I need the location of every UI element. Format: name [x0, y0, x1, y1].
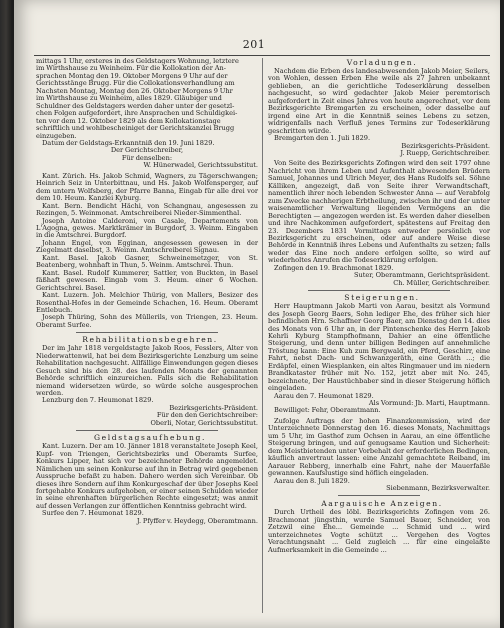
- text-line: Schuldner des Geldstagers werden daher unter der gesetzl-: [36, 101, 235, 110]
- section-rule: [338, 495, 420, 496]
- section-rule: [76, 332, 218, 333]
- signature-line: J. Pfyffer v. Heydegg, Oberamtmann.: [136, 516, 258, 525]
- date-line: Surfee den 7. Heumonat 1829.: [42, 509, 144, 518]
- notice-paragraph: Von Seite des Bezirksgerichts Zofingen wird den seit 1797 ohne Nachricht von ihrem Leben und Aufenthalt abwesenden Brüdern Samuel, Johannes und Ulrich Meyer, des Hans Rudolfs sel. Söhne Källiken, angezeigt, daß von Seite ihrer Verwandtschaft, namentlich ihrer noch lebenden Schwester Anna — auf Verabfolg zum Zwecke nachherigen Erbtheilung, zwischen ihr und der unter waisenamtlicher Verwaltung liegenden Vermögens an die Berechtigten — angezogen werden ist. Es werden daher dieselben und ihre Nachkommen aufgefordert, spätestens auf Freitag den 23. Dezembers 1831 Vormittags entweder persönlich vor Bezirksgericht zu erscheinen, oder auf andere Weise diese Behörde in Kenntniß ihres Lebens und Aufenthalts zu setzen; falls weder das Eine noch andere erfolgen sollte, so wird auf wiederholtes Anrufen die Todeserklärung erfolgen.: [268, 159, 490, 265]
- date-line: Aarau den 8. Juli 1829.: [274, 476, 350, 485]
- text-line: Nachsten Montag, Montag den 26. Oktober Morgens 9 Uhr: [36, 86, 233, 95]
- notice-paragraph: Kant. Basel. Rudolf Kummerer, Sattler, von Buckten, in Basel fäßhaft gewesen. Eingab vom 3. Heum. einer 6 Wochen. Gerichtschrei. Basel.: [36, 268, 258, 292]
- signature-line: Als Vormund: Jb. Marti, Hauptmann.: [368, 399, 490, 408]
- header-rule: [34, 55, 490, 56]
- section-title: Rehabilitationsbegehren.: [82, 335, 218, 345]
- signature-line: Bewilliget: Fehr, Oberamtmann.: [274, 406, 381, 415]
- text-line: Gerichtsstänge Brugg. Für die Collokationsverhandlung am: [36, 79, 235, 88]
- signature-line: Für denselben:: [121, 153, 173, 162]
- text-line: schriftlich und wohlbescheiniget der Gerichtskanzlei Brugg: [36, 124, 235, 133]
- document-page: [14, 0, 500, 628]
- section-title: Vorladungen.: [346, 58, 418, 67]
- section-rule: [308, 290, 450, 291]
- date-line: Aarau den 7. Heumonat 1829.: [274, 391, 374, 400]
- text-line: chen Folgen aufgefordert, ihre Ansprachen und Schuldigkei-: [36, 109, 238, 118]
- notice-paragraph: Kant. Luzern. Joh. Melchior Thürig, von Mallers, Besizer des Rosenthal-Hofes in der Gemeinde Schachen, 16. Heum. Oberamt Entlebuch.: [36, 291, 258, 314]
- signature-line: W. Hünerwadel, Gerichtssubstitut.: [143, 161, 258, 170]
- notice-paragraph: Joseph Thüring, Sohn des Müllerils, von Triengen, 23. Heum. Oberamt Surfee.: [36, 313, 258, 329]
- page-number: 201: [242, 38, 266, 51]
- notice-paragraph: Herr Hauptmann Jakob Marti von Aarau, besitzt als Vormund des Joseph Georg Baers, Sohn lediger Ehe, des früher sich hier befindlichen Hrn. Schaffner Georg Baer, am Dienstag den 14. dies des Monats von 6 Uhr an, in der Pintenschenke des Herrn Jakob Kehrli Kyburg Stampfhofmann, Dahier an eine öffentliche Steigerung, und denn unter billigen Bedingen auf annehmliche Tröstung kann: Eine Kuh zum Bergwald, ein Pferd, Geschirr, eine Fahrt, nebst Dach- und Schwanzgeräth, eine Geräth ...; die Erdäpfel, einen Wiesplanken, ein altes Ringmauer und im niedern Brandkataster früher mit No. 152, jetzt aber mit No. 245, bezeichnete, Der Haustüchbaber sind in dieser Steigerung höflich eingeladen.: [268, 302, 490, 393]
- notice-paragraph: Durch Urtheil des löbl. Bezirksgerichts Zofingen vom 26. Brachmonat jüngsthin, wurde Samuel Bauer, Schneider, von Zetzwil eine Ehe... Gemeinde ... Schmid und ... wird unterzeichnetes Vogte schützt ... Vergehen des Vogtes Verachtungsnaht ... Geld zugleich ... für eine eingelaßte Aufmerksamkeit in die Gemeinde ...: [268, 508, 490, 554]
- notice-paragraph: Nachdem die Erben des landesabwesenden Jakob Meier, Seilers, von Wohlen, dessen Erben Ehe weile als 27 Jahren unbekannt geblieben, an die gerichtliche Todeserklärung desselben nachgesucht, so wird gedachter Jakob Meier peremtorisch aufgefordert in Zeit eines Jahres von heute angerechnet, vor dem Bezirksgerichte Bremgarten zu erscheinen, oder dasselbe auf irgend eine Art in die Kenntniß seines Lebens zu setzen, widrigenfalls nach Verfluß jenes Termins zur Todeserklärung geschritten würde.: [268, 67, 490, 135]
- notice-paragraph: Der im Jahr 1818 vergeldstagte Jakob Roos, Fesslers, Alter von Niederwattenwil, hat bei dem Bezirksgerichte Lenzburg um seine Rehabilitation nachgesucht. Allfällige Einwendungen gegen dieses Gesuch sind bis den 28. des laufenden Monats der genannten Behörde schriftlich einzureichen. Falls sich die Rehabilitation niemand widersetzen würde, so würde solche ausgesprochen werden.: [36, 344, 258, 398]
- notice-paragraph: Kant. Zürich. Hs. Jakob Schmid, Wagners, zu Tägerschwangen; Heinrich Seiz in Unterbittnau, und Hs. Jakob Wolfensperger, auf dem untern Wolfsberg, der Pfarre Banna, Eingab für alle drei vor dem 10. Heum. Kanzlei Kyburg.: [36, 171, 258, 203]
- notice-paragraph: Zufolge Auftrags der hohen Finanzkommission, wird der Unterzeichnete Donnerstag den 16. dieses Monats, Nachmittags um 5 Uhr, im Gasthof zum Ochsen in Aarau, an eine öffentliche Steigerung bringen, und auf genugsame Kaution und Sicherheit: dem Meistbietenden unter Vorbehalt der erforderlichen Bedingen, käuflich anvertraut lassen: eine Anzahl gemachtete Reiband, im Aarauer Rebberg, innerhalb eine Fahrt, nahe der Mauerfaßle gewannen. Kaufslustige sind höflich eingeladen.: [268, 416, 490, 478]
- column-divider: [262, 58, 263, 613]
- signature-line: Oberli, Notar, Gerichtssubstitut.: [150, 418, 258, 427]
- signature-line: Ch. Müller, Gerichtschreiber.: [393, 278, 490, 287]
- text-line: im Wirthshause zu Weinheim, alles 1829. Gläubiger und: [36, 94, 222, 103]
- text-line: einzugeben.: [36, 131, 77, 140]
- notice-paragraph: Joseph Antoine Calderoni, von Casale, Departements von L'Agogna, gewes. Marktkrämer in Burgdorf, 3. Weinm. Eingaben in die Amtschrei. Burgdorf.: [36, 216, 258, 240]
- signature-line: Der Gerichtschreiber,: [110, 146, 184, 155]
- text-line: ten vor dem 12. Oktober 1829 als dem Kollokationstage: [36, 116, 221, 125]
- notice-paragraph: Kant. Luzern. Der am 10. Jänner 1818 veranstaltete Joseph Keel, Kupf- von Triengen, Gerichtsbezirks und Oberamts Surfee, Konkurs Lipper, hat sich vor bezeichneter Behörde angemeldet. Nämlichen um seinen Konkurse auf ihn in Betrag wird gegebenen Ausspruche befaßt zu haben. Dahero werden sich Vereinbar. Ob dieses ihre Sondern auf ihm Konkurgeschaf der über Josephs Keel fortgehabte Konkurs aufgehoben, er einer seinen Schulden wieder in seine ehrenhaften bürgerlichen Rechte eingesetzt; was anmit auf dessen Verlangen zur öffentlichen Kenntniss gebracht wird.: [36, 442, 258, 510]
- signature-line: J. Ruepp, Gerichtschreiber.: [400, 148, 490, 157]
- text-line: sprachen Montag den 19. Oktober Morgens 9 Uhr auf der: [36, 71, 228, 80]
- date-line: Lenzburg den 7. Heumonat 1829.: [42, 396, 154, 405]
- signature-line: Bezirksgerichts-Präsident.: [169, 403, 258, 412]
- date-line: Datum der Geldstags-Erkanntniß den 19. Juni 1829.: [42, 138, 215, 147]
- right-column: [268, 58, 490, 554]
- signature-line: Siebenmann, Bezirksverwalter.: [386, 484, 490, 493]
- text-line: im Wirthshause zu Weinheim. Für die Kollokation der An-: [36, 64, 226, 73]
- section-title: Aargauische Anzeigen.: [321, 499, 443, 509]
- section-title: Steigerungen.: [344, 293, 420, 303]
- date-line: Bremgarten den 1. Juli 1829.: [274, 134, 371, 143]
- notice-paragraph: Kant. Bern. Bendicht Hächi, von Schangnau, angesessen zu Rezingen, 5. Weinmonat. Amtschreiberei Nieder-Simmenthal.: [36, 201, 258, 218]
- text-line: mittags 1 Uhr, ersteres in des Geldstagers Wohnung, letztere: [36, 57, 239, 65]
- section-rule: [76, 430, 218, 431]
- notice-paragraph: Johann Engel, von Egginan, angesessen gewesen in der Ziegelmatt daselbst, 3. Weinm. Amtschreiberei Signau.: [36, 238, 258, 255]
- signature-line: Bezirksgerichts-Präsident.: [401, 141, 490, 150]
- date-line: Zofingen den 19. Brachmonat 1829.: [274, 263, 394, 272]
- signature-line: Suter, Oberamtmann, Gerichtspräsident.: [353, 271, 490, 280]
- left-block-1: [36, 58, 258, 140]
- left-column: [36, 58, 258, 525]
- notice-paragraph: Kant. Basel. Jakob Gasner, Schweinemetzger, von St. Beatenberg, wohnhaft in Thun, 5. Weinm. Amtschrei. Thun.: [36, 253, 258, 270]
- signature-line: Für den den Gerichtschreiber:: [156, 411, 258, 420]
- section-title: Geldstagsaufhebung.: [93, 433, 206, 443]
